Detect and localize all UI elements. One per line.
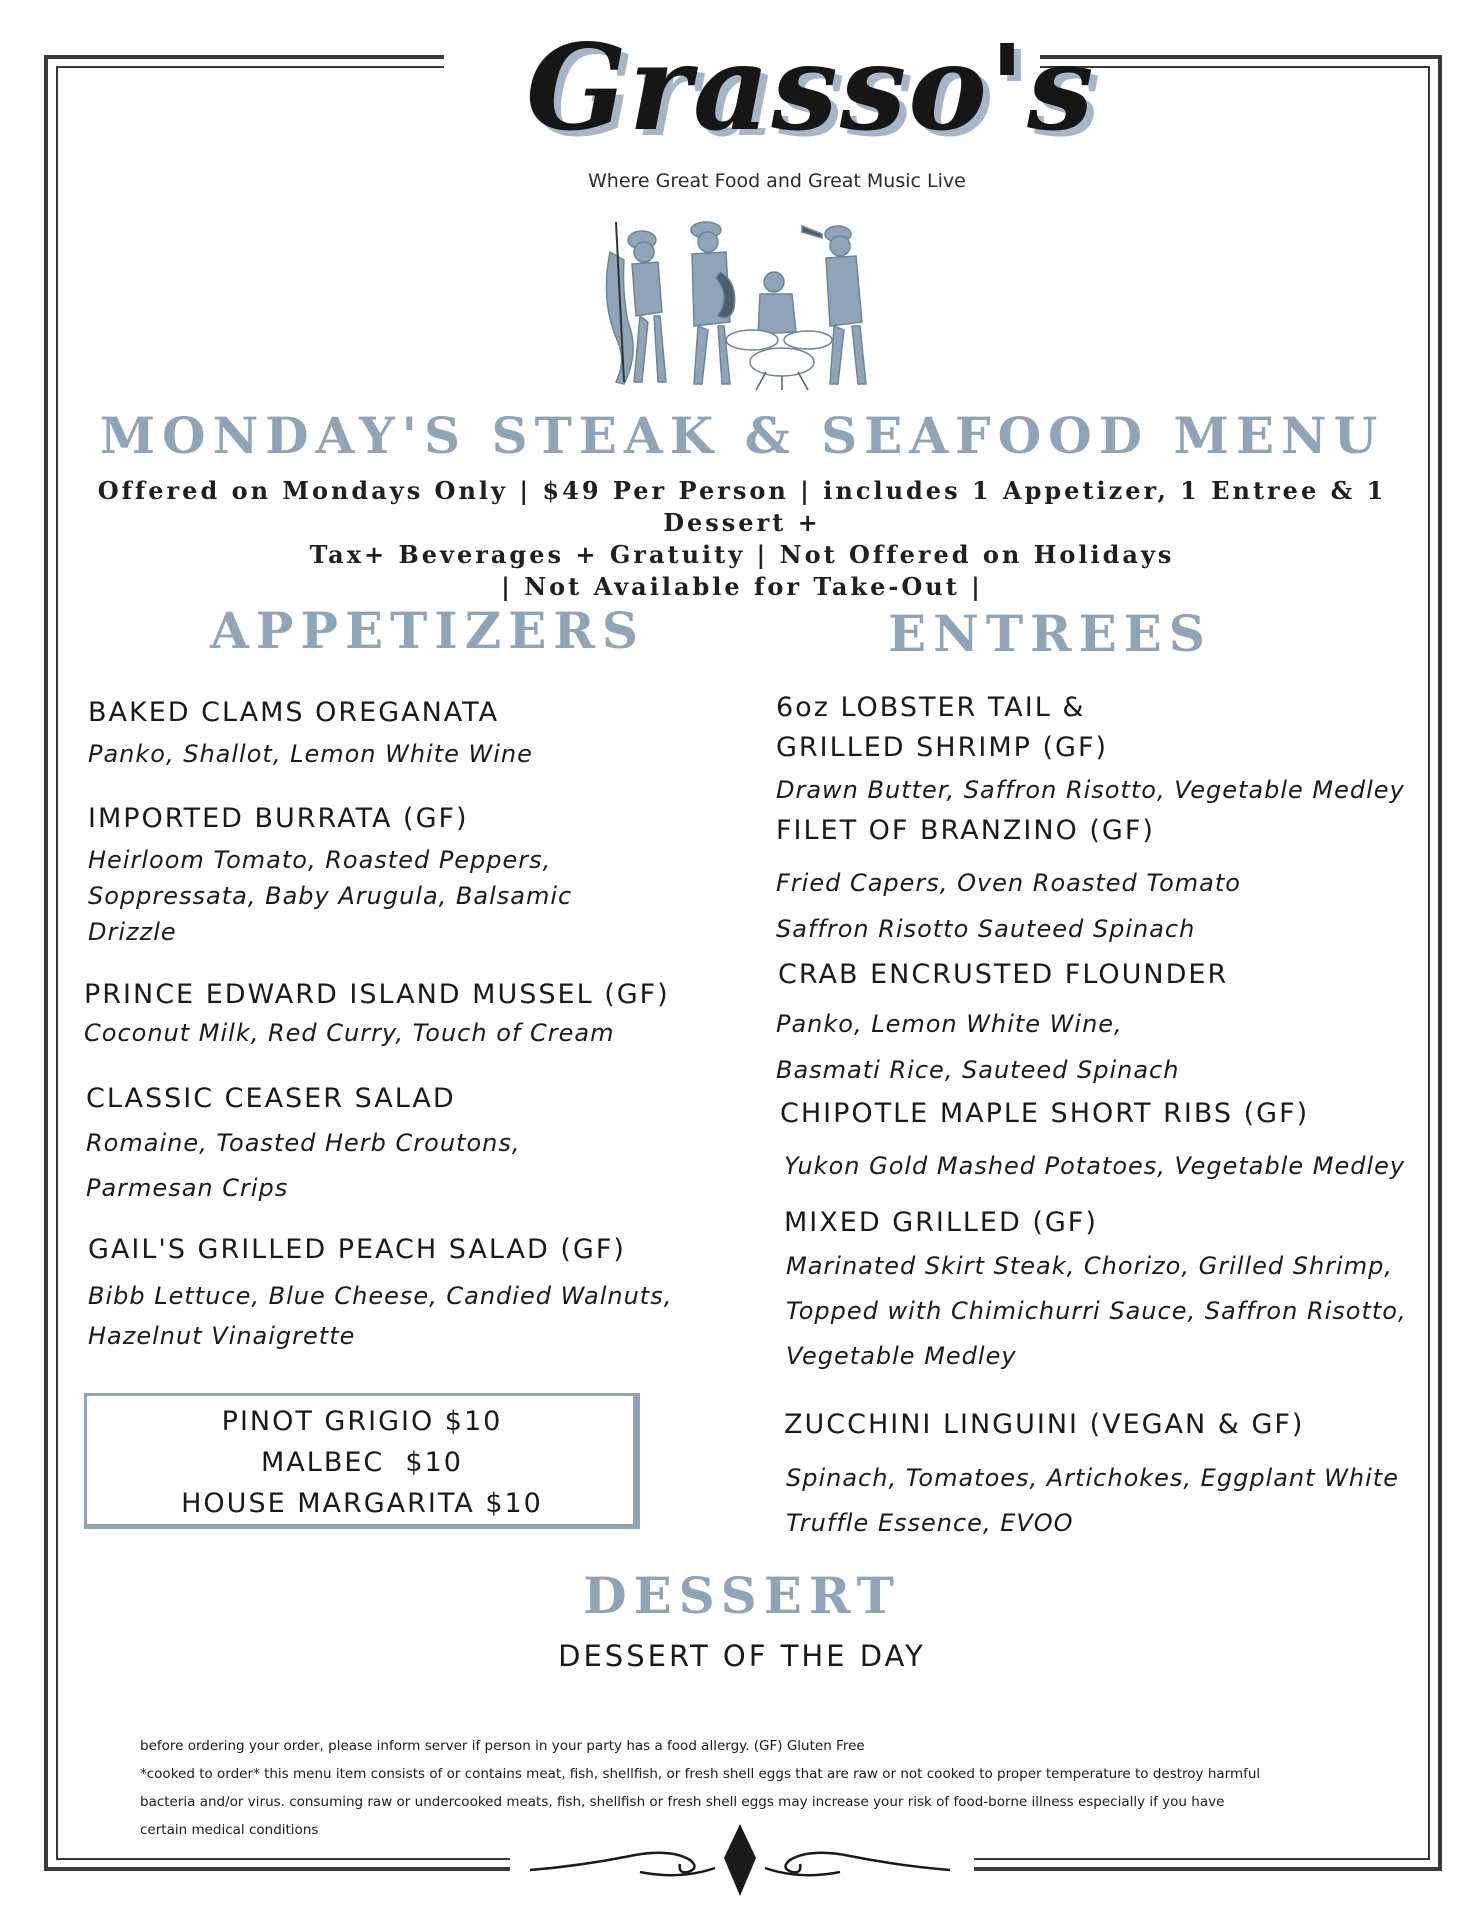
desc-line: Hazelnut Vinaigrette [88, 1322, 356, 1350]
drink-item: PINOT GRIGIO $10 [221, 1406, 503, 1437]
desc-line: Soppressata, Baby Arugula, Balsamic [88, 882, 573, 910]
entree-desc [776, 1001, 1179, 1093]
raw-food-warning-cont: bacteria and/or virus. consuming raw or undercooked meats, fish, shellfish or fresh shell eggs may increase your risk of food-borne illness especially if you have [140, 1794, 1225, 1810]
entree-name: MIXED GRILLED (GF) [784, 1207, 1098, 1238]
appetizer-name: IMPORTED BURRATA (GF) [88, 803, 469, 834]
frame-top-left [44, 55, 444, 59]
desc-line: Marinated Skirt Steak, Chorizo, Grilled Shrimp, [786, 1252, 1393, 1280]
desc-line: Bibb Lettuce, Blue Cheese, Candied Walnuts, [88, 1282, 673, 1310]
frame-bottom-left-inner [56, 1858, 510, 1860]
desc-line: Coconut Milk, Red Curry, Touch of Cream [84, 1019, 615, 1047]
dessert-item: DESSERT OF THE DAY [558, 1639, 926, 1673]
entree-name: CRAB ENCRUSTED FLOUNDER [778, 959, 1229, 990]
desc-line: Parmesan Crips [86, 1174, 289, 1202]
appetizer-desc [84, 1015, 614, 1051]
allergy-note: before ordering your order, please inform server if person in your party has a food allergy. (GF) Gluten Free [140, 1738, 865, 1754]
entree-desc [786, 1244, 1407, 1379]
drink-item: HOUSE MARGARITA $10 [181, 1488, 543, 1519]
frame-top-right-inner [1040, 66, 1430, 68]
desc-line: Basmati Rice, Sauteed Spinach [776, 1056, 1180, 1084]
jazz-band-illustration [596, 212, 876, 392]
entree-name: CHIPOTLE MAPLE SHORT RIBS (GF) [780, 1098, 1310, 1129]
appetizer-name: GAIL'S GRILLED PEACH SALAD (GF) [88, 1234, 626, 1265]
appetizer-name: PRINCE EDWARD ISLAND MUSSEL (GF) [84, 979, 670, 1010]
desc-line: Drizzle [88, 918, 177, 946]
frame-bottom-right [974, 1867, 1442, 1871]
entree-desc [786, 1456, 1399, 1546]
subtitle-line: Tax+ Beverages + Gratuity | Not Offered on Holidays [309, 540, 1175, 569]
desc-line: Topped with Chimichurri Sauce, Saffron Risotto, [786, 1297, 1407, 1325]
appetizer-desc [88, 842, 572, 950]
desc-line: Yukon Gold Mashed Potatoes, Vegetable Medley [784, 1152, 1406, 1180]
desc-line: Heirloom Tomato, Roasted Peppers, [88, 846, 552, 874]
restaurant-logo [500, 10, 1096, 210]
appetizers-heading: APPETIZERS [210, 601, 645, 660]
raw-food-warning-end: certain medical conditions [140, 1822, 319, 1838]
raw-food-warning: *cooked to order* this menu item consists of or contains meat, fish, shellfish, or fresh shell eggs that are raw or not cooked to proper temperature to destroy harmful [140, 1766, 1261, 1782]
logo-wordmark: Grasso's [526, 18, 1096, 157]
desc-line: Drawn Butter, Saffron Risotto, Vegetable Medley [776, 776, 1405, 804]
desc-line: Panko, Lemon White Wine, [776, 1010, 1123, 1038]
drink-item: MALBEC $10 [261, 1447, 463, 1478]
subtitle-line: | Not Available for Take-Out | [501, 572, 983, 601]
desc-line: Romaine, Toasted Herb Croutons, [86, 1129, 521, 1157]
desc-line: Truffle Essence, EVOO [786, 1509, 1074, 1537]
menu-title: MONDAY'S STEAK & SEAFOOD MENU [99, 406, 1385, 465]
appetizer-desc [88, 1276, 672, 1356]
desc-line: Fried Capers, Oven Roasted Tomato [776, 869, 1241, 897]
desc-line: Vegetable Medley [786, 1342, 1017, 1370]
entree-name [776, 688, 1108, 768]
entree-name: FILET OF BRANZINO (GF) [776, 815, 1155, 846]
desc-line: Panko, Shallot, Lemon White Wine [88, 740, 533, 768]
entree-name: ZUCCHINI LINGUINI (VEGAN & GF) [784, 1409, 1305, 1440]
entree-desc [776, 860, 1241, 952]
name-line: 6oz LOBSTER TAIL & [776, 692, 1086, 723]
frame-bottom-left [44, 1867, 510, 1871]
dessert-heading: DESSERT [583, 1566, 901, 1625]
subtitle-line: Offered on Mondays Only | $49 Per Person | includes 1 Appetizer, 1 Entree & 1 Dessert + [97, 476, 1387, 537]
frame-top-left-inner [56, 66, 444, 68]
appetizer-name: CLASSIC CEASER SALAD [86, 1083, 456, 1114]
desc-line: Spinach, Tomatoes, Artichokes, Eggplant White [786, 1464, 1399, 1492]
logo-tagline: Where Great Food and Great Music Live [588, 170, 966, 192]
name-line: GRILLED SHRIMP (GF) [776, 732, 1109, 763]
menu-subtitle [60, 475, 1424, 603]
entrees-heading: ENTREES [888, 604, 1212, 663]
entree-desc [776, 772, 1405, 808]
frame-bottom-right-inner [974, 1858, 1430, 1860]
appetizer-desc [86, 1121, 520, 1211]
appetizer-name: BAKED CLAMS OREGANATA [88, 697, 500, 728]
frame-top-right [1040, 55, 1442, 59]
flourish-ornament-icon [520, 1820, 960, 1898]
desc-line: Saffron Risotto Sauteed Spinach [776, 915, 1196, 943]
entree-desc [784, 1148, 1405, 1184]
appetizer-desc [88, 736, 533, 772]
